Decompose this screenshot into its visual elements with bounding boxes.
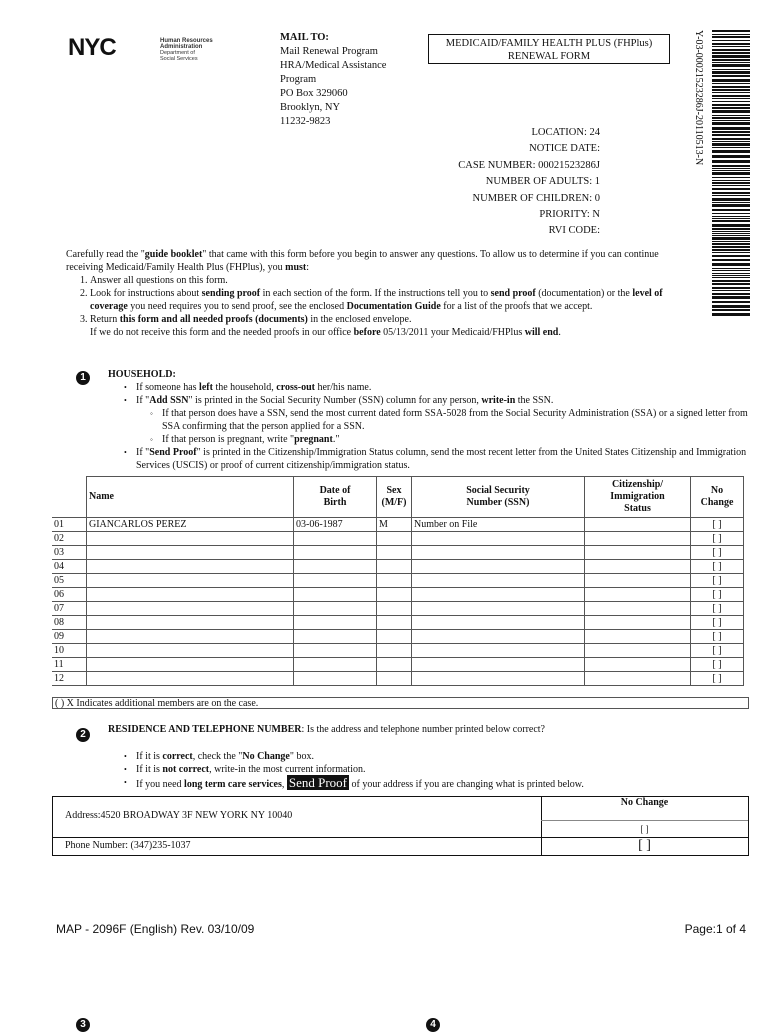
dob-cell[interactable]	[294, 602, 377, 616]
rvi-code: RVI CODE:	[548, 225, 600, 237]
no-change-checkbox[interactable]: [ ]	[691, 588, 744, 602]
table-row	[52, 560, 744, 574]
ssn-cell[interactable]	[412, 588, 585, 602]
dob-cell[interactable]	[294, 616, 377, 630]
sex-cell[interactable]	[377, 560, 412, 574]
form-title-box	[428, 34, 670, 64]
location: LOCATION: 24	[531, 127, 600, 138]
mail-to-line: Brooklyn, NY	[280, 102, 341, 113]
member-name-cell[interactable]	[87, 588, 294, 602]
table-row	[52, 602, 744, 616]
household-instructions: • If someone has left the household, cross-out her/his name. • If "Add SSN" is printed in the Social Security Number (SSN) column for any person, write-in the SSN. ◦ If that person does have a SSN, send the most current dated form SSA-5028 from the Social Security Administration (SSA) or a signed letter from SSA confirming that the person applied for a SSN. ◦ If that person is pregnant, write "pregnant." • If "Send Proof" is printed in the Citizenship/Immigration Status column, send the most recent letter from the United States Citizenship and Immigration Services (USCIS) or proof of current citizenship/immigration status.	[108, 381, 748, 472]
citizenship-cell[interactable]	[585, 616, 691, 630]
row-number: 12	[52, 672, 87, 686]
phone-value: Phone Number: (347)235-1037	[65, 840, 191, 851]
notice-date: NOTICE DATE:	[529, 143, 600, 155]
address-value: Address:4520 BROADWAY 3F NEW YORK NY 10040	[65, 810, 293, 821]
mail-to-line: Mail Renewal Program	[280, 46, 378, 57]
mail-to-line: HRA/Medical Assistance	[280, 60, 387, 71]
row-number: 03	[52, 546, 87, 560]
table-row	[52, 588, 744, 602]
sex-cell[interactable]	[377, 644, 412, 658]
citizenship-cell[interactable]	[585, 602, 691, 616]
citizenship-cell[interactable]	[585, 658, 691, 672]
address-no-change-checkbox[interactable]: [ ]	[640, 824, 649, 834]
member-name-cell[interactable]	[87, 616, 294, 630]
table-row	[52, 518, 744, 532]
form-id: MAP - 2096F (English) Rev. 03/10/09	[56, 922, 255, 936]
citizenship-cell[interactable]	[585, 518, 691, 532]
no-change-checkbox[interactable]: [ ]	[691, 616, 744, 630]
ssn-cell[interactable]	[412, 630, 585, 644]
form-title-line2: RENEWAL FORM	[507, 51, 591, 62]
section-number-badge: 2	[76, 728, 90, 742]
sex-cell[interactable]	[377, 672, 412, 686]
instruction-item: 2. Look for instructions about sending proof in each section of the form. If the instructions tell you to send proof (documentation) or the level of coverage you need requires you to send proof, see the enclosed Documentation Guide for a list of the proofs that we accept.	[90, 287, 666, 313]
household-section	[108, 368, 748, 472]
dob-cell[interactable]	[294, 658, 377, 672]
priority: PRIORITY: N	[539, 209, 600, 221]
citizenship-cell[interactable]	[585, 672, 691, 686]
residence-instructions: • If it is correct, check the "No Change" box. • If it is not correct, write-in the most current information. • If you need long term care services, Send Proof of your address if you are changing what is printed below.	[108, 750, 748, 791]
mail-to-line: Program	[280, 74, 317, 85]
row-number: 05	[52, 574, 87, 588]
dob-cell[interactable]	[294, 560, 377, 574]
agency-name: Human Resources Administration Department of Social Services	[160, 38, 213, 62]
col-sex: Sex (M/F)	[377, 477, 412, 518]
member-name-cell[interactable]	[87, 644, 294, 658]
member-name-cell[interactable]	[87, 672, 294, 686]
member-name-cell[interactable]	[87, 602, 294, 616]
citizenship-cell[interactable]	[585, 588, 691, 602]
no-change-checkbox[interactable]: [ ]	[691, 630, 744, 644]
number-of-children: NUMBER OF CHILDREN: 0	[472, 192, 600, 204]
col-ssn: Social Security Number (SSN)	[412, 477, 585, 518]
member-name-cell[interactable]	[87, 574, 294, 588]
dob-cell[interactable]	[294, 588, 377, 602]
sex-cell[interactable]: M	[377, 518, 412, 532]
dob-cell[interactable]	[294, 546, 377, 560]
no-change-checkbox[interactable]: [ ]	[691, 602, 744, 616]
barcode-image	[712, 30, 750, 316]
col-dob: Date of Birth	[294, 477, 377, 518]
row-number: 04	[52, 560, 87, 574]
sex-cell[interactable]	[377, 658, 412, 672]
table-row	[52, 574, 744, 588]
col-no-change: No Change	[691, 477, 744, 518]
member-name-cell[interactable]	[87, 630, 294, 644]
row-number: 08	[52, 616, 87, 630]
dob-cell[interactable]	[294, 532, 377, 546]
dob-cell[interactable]	[294, 630, 377, 644]
citizenship-cell[interactable]	[585, 546, 691, 560]
table-row	[52, 672, 744, 686]
sex-cell[interactable]	[377, 546, 412, 560]
mail-to-line: 11232-9823	[280, 116, 331, 127]
table-row	[52, 630, 744, 644]
member-name-cell[interactable]: GIANCARLOS PEREZ	[87, 518, 294, 532]
dob-cell[interactable]	[294, 644, 377, 658]
sex-cell[interactable]	[377, 574, 412, 588]
sex-cell[interactable]	[377, 602, 412, 616]
table-row	[52, 658, 744, 672]
col-name: Name	[87, 477, 294, 518]
no-change-checkbox[interactable]: [ ]	[691, 532, 744, 546]
sex-cell[interactable]	[377, 588, 412, 602]
member-name-cell[interactable]	[87, 546, 294, 560]
nyc-logo-text: NYC	[68, 34, 116, 61]
table-row	[52, 546, 744, 560]
instructions-intro	[66, 248, 666, 339]
mail-to-address	[280, 31, 386, 129]
residence-section	[108, 723, 748, 791]
row-number: 02	[52, 532, 87, 546]
dob-cell[interactable]	[294, 574, 377, 588]
vertical-case-code: Y-03-00021523286J-20110513-N	[693, 30, 704, 166]
case-info	[280, 125, 600, 240]
member-name-cell[interactable]	[87, 560, 294, 574]
table-row	[52, 532, 744, 546]
residence-question: RESIDENCE AND TELEPHONE NUMBER: Is the address and telephone number printed below correct?	[108, 724, 545, 735]
member-name-cell[interactable]	[87, 532, 294, 546]
mail-to-line: PO Box 329060	[280, 88, 348, 99]
citizenship-cell[interactable]	[585, 630, 691, 644]
instruction-item: 1. Answer all questions on this form.	[90, 274, 666, 287]
household-table	[52, 476, 744, 686]
ssn-cell[interactable]	[412, 616, 585, 630]
no-change-checkbox[interactable]: [ ]	[691, 560, 744, 574]
row-number: 01	[52, 518, 87, 532]
household-heading: HOUSEHOLD:	[108, 369, 176, 380]
ssn-cell[interactable]	[412, 574, 585, 588]
dob-cell[interactable]	[294, 672, 377, 686]
citizenship-cell[interactable]	[585, 560, 691, 574]
instruction-item: 3. Return this form and all needed proofs (documents) in the enclosed envelope. If we do not receive this form and the needed proofs in our office before 05/13/2011 your Medicaid/FHPlus will end.	[90, 313, 666, 339]
nyc-hra-logo	[68, 36, 238, 60]
sex-cell[interactable]	[377, 532, 412, 546]
ssn-cell[interactable]	[412, 532, 585, 546]
no-change-header: No Change	[620, 797, 669, 808]
phone-no-change-checkbox[interactable]: [ ]	[638, 838, 651, 853]
address-phone-box	[52, 796, 749, 856]
form-title-line1: MEDICAID/FAMILY HEALTH PLUS (FHPlus)	[445, 38, 653, 49]
additional-members-note: ( ) X Indicates additional members are on the case.	[52, 697, 749, 709]
row-number: 07	[52, 602, 87, 616]
send-proof-label: Send Proof	[288, 775, 348, 790]
intro-paragraph: Carefully read the "guide booklet" that came with this form before you begin to answer any questions. To allow us to determine if you can continue receiving Medicaid/Family Health Plus (FHPlus), you must:	[66, 249, 659, 273]
ssn-cell[interactable]	[412, 672, 585, 686]
dob-cell[interactable]: 03-06-1987	[294, 518, 377, 532]
citizenship-cell[interactable]	[585, 644, 691, 658]
citizenship-cell[interactable]	[585, 574, 691, 588]
no-change-checkbox[interactable]: [ ]	[691, 644, 744, 658]
table-row	[52, 616, 744, 630]
sex-cell[interactable]	[377, 630, 412, 644]
ssn-cell[interactable]	[412, 644, 585, 658]
ssn-cell[interactable]	[412, 560, 585, 574]
section-number-badge: 1	[76, 371, 90, 385]
no-change-checkbox[interactable]: [ ]	[691, 672, 744, 686]
member-name-cell[interactable]	[87, 658, 294, 672]
section-number-badge: 4	[426, 1018, 440, 1032]
section-number-badge: 3	[76, 1018, 90, 1032]
no-change-checkbox[interactable]: [ ]	[691, 546, 744, 560]
col-citizenship: Citizenship/ Immigration Status	[585, 477, 691, 518]
no-change-checkbox[interactable]: [ ]	[691, 574, 744, 588]
mail-to-heading: MAIL TO:	[280, 32, 329, 43]
row-number: 11	[52, 658, 87, 672]
row-number: 06	[52, 588, 87, 602]
row-number: 10	[52, 644, 87, 658]
ssn-cell[interactable]	[412, 546, 585, 560]
ssn-cell[interactable]: Number on File	[412, 518, 585, 532]
no-change-checkbox[interactable]: [ ]	[691, 518, 744, 532]
sex-cell[interactable]	[377, 616, 412, 630]
table-row	[52, 644, 744, 658]
case-number: CASE NUMBER: 00021523286J	[458, 159, 600, 171]
number-of-adults: NUMBER OF ADULTS: 1	[485, 176, 600, 188]
citizenship-cell[interactable]	[585, 532, 691, 546]
ssn-cell[interactable]	[412, 658, 585, 672]
no-change-checkbox[interactable]: [ ]	[691, 658, 744, 672]
row-number: 09	[52, 630, 87, 644]
page-number: Page:1 of 4	[684, 922, 746, 936]
ssn-cell[interactable]	[412, 602, 585, 616]
instructions-list	[66, 274, 666, 339]
